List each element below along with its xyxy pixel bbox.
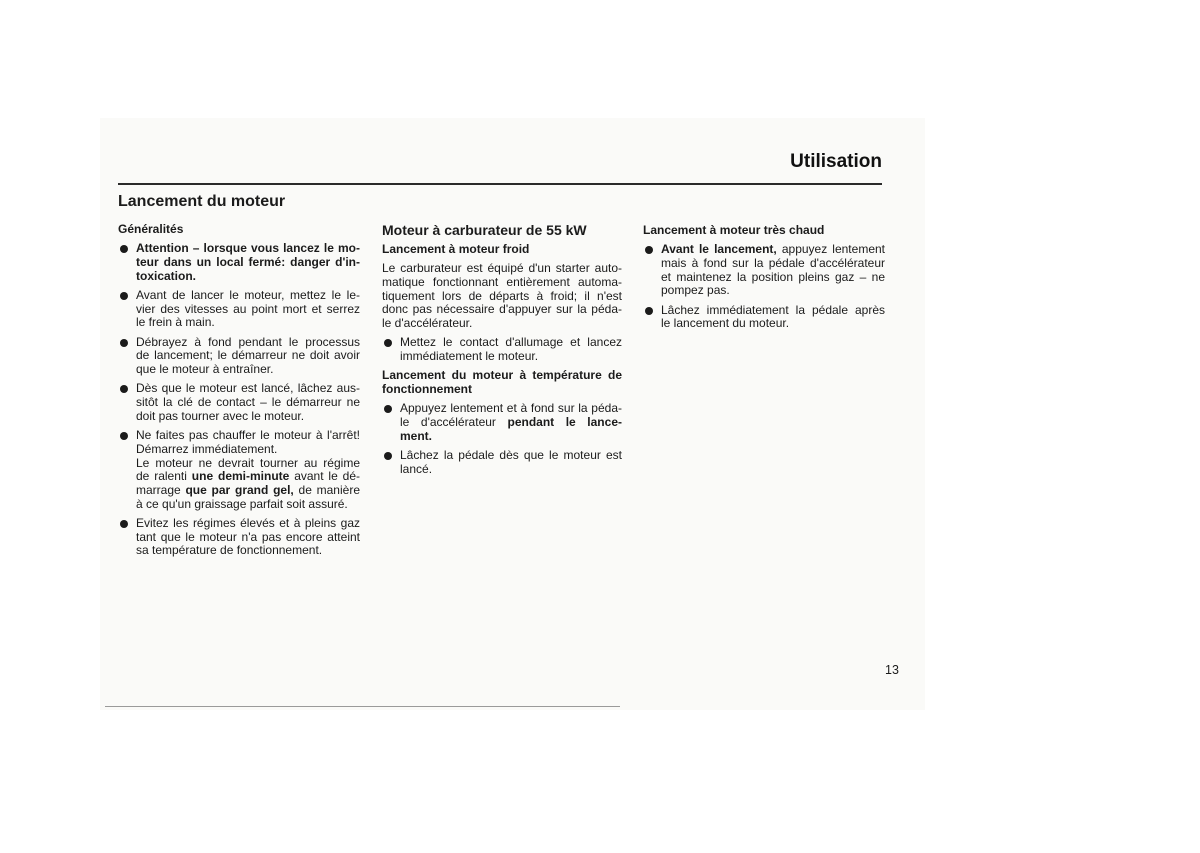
text-paragraph [118,192,360,212]
subheading [382,243,622,257]
block-text [136,429,360,511]
text-run: le lancement du moteur. [661,317,790,331]
bold-text-run: teur dans un local fermé: danger d'in- [136,256,360,269]
bullet-item [118,242,360,283]
text-line [136,457,360,471]
bullet-item [118,289,360,330]
block-text [400,402,622,443]
text-paragraph [136,382,360,423]
text-paragraph [382,369,622,396]
bullet-item [382,402,622,443]
text-line [382,276,622,290]
text-paragraph [136,429,360,456]
text-line [661,243,885,257]
text-run: de ralenti [136,470,192,484]
text-run: Moteur à carburateur de 55 kW [382,222,587,238]
text-line [136,544,360,558]
text-run: le d'accélérateur [400,416,508,430]
text-line [136,382,360,396]
text-paragraph [382,262,622,331]
block-text [382,369,622,396]
bullet-item [382,449,622,476]
block-text [661,304,885,331]
bold-text-run: Avant le lancement, [661,243,777,257]
bullet-item [118,336,360,377]
text-line [643,224,885,238]
text-run: pompez pas. [661,284,730,298]
block-text [136,336,360,377]
text-line [400,350,622,364]
bullet-icon [384,339,392,347]
text-line [136,303,360,317]
text-line [400,336,622,350]
text-run: lancé. [400,462,433,476]
bullet-icon [120,520,128,528]
text-run: tiquement lors de départs à froid; il n'est [382,289,622,303]
bullet-icon [120,245,128,253]
text-run: Le moteur ne devrait tourner au régime [136,456,360,470]
text-paragraph [118,223,360,237]
subheading [118,223,360,237]
text-run: Avant de lancer le moteur, mettez le le- [136,289,360,302]
text-paragraph [400,336,622,363]
text-run: Généralités [118,223,184,236]
text-run: sa température de fonctionnement. [136,544,323,558]
bold-text-run: que par grand gel, [185,483,294,497]
bullet-item [382,336,622,363]
text-line [382,369,622,383]
text-run: fonctionnement [382,383,472,397]
bullet-icon [384,452,392,460]
block-text [136,242,360,283]
text-run: le d'accélérateur. [382,317,473,331]
bold-text-run: ment. [400,429,433,443]
text-line [382,221,622,239]
text-run: et maintenez la position pleins gaz – ne [661,270,885,284]
text-line [400,463,622,477]
text-line [136,443,360,457]
block-text [136,382,360,423]
text-run: immédiatement le moteur. [400,350,539,364]
text-paragraph [643,224,885,238]
text-run: sitôt la clé de contact – le démarreur ne [136,396,360,410]
text-run: Le carburateur est équipé d'un starter auto- [382,262,622,276]
block-text [118,223,360,237]
subheading [382,369,622,396]
subheading [643,224,885,238]
footer-rule [105,706,620,707]
section-title: Utilisation [790,151,882,172]
paragraph [382,262,622,331]
text-line [400,430,622,444]
bullet-item [643,304,885,331]
text-line [400,402,622,416]
text-run: vier des vitesses au point mort et serrez [136,302,360,316]
block-text [661,243,885,298]
text-line [136,316,360,330]
text-run: marrage [136,483,186,497]
bold-text-run: pendant le lance- [507,416,622,430]
text-paragraph [382,243,622,257]
bullet-item [643,243,885,298]
text-paragraph [136,336,360,377]
text-line [661,284,885,298]
text-run: Lancement du moteur à température de [382,369,622,383]
bullet-icon [384,405,392,413]
text-paragraph [136,242,360,283]
text-run: Lâchez la pédale dès que le moteur est [400,449,622,463]
bold-text-run: une demi-minute [191,470,290,484]
text-paragraph [136,517,360,558]
text-run: Débrayez à fond pendant le processus [136,335,360,349]
text-line [136,270,360,284]
text-run: Démarrez immédiatement. [136,442,278,456]
text-line [136,410,360,424]
bullet-icon [120,292,128,300]
text-run: mais à fond sur la pédale d'accélérateur [661,257,885,270]
bullet-item [118,517,360,558]
text-line [661,317,885,331]
bullet-icon [645,307,653,315]
text-run: appuyez lentement [776,243,885,257]
text-run: donc pas nécessaire d'appuyer sur la péda- [382,303,622,317]
bullet-icon [645,246,653,254]
text-line [136,336,360,350]
text-paragraph [661,304,885,331]
text-paragraph [400,449,622,476]
text-line [400,416,622,430]
text-run: Lâchez immédiatement la pédale après [661,303,885,317]
text-paragraph [661,243,885,298]
text-run: doit pas tourner avec le moteur. [136,409,305,423]
text-line [382,383,622,397]
text-line [136,429,360,443]
block-text [136,289,360,330]
page-number: 13 [885,663,899,677]
text-line [118,223,360,237]
text-line [136,242,360,256]
text-run: avant le dé- [289,470,360,484]
bullet-icon [120,339,128,347]
text-line [661,304,885,318]
text-line [661,257,885,271]
block-text [118,192,360,212]
bullet-icon [120,432,128,440]
text-paragraph [400,402,622,443]
text-line [136,470,360,484]
text-run: Lancement à moteur froid [382,243,530,256]
text-line [661,271,885,285]
section-heading [118,192,360,212]
text-line [382,290,622,304]
text-line [136,396,360,410]
text-run: matique fonctionnant entièrement automa- [382,276,622,289]
text-line [382,262,622,276]
text-line [136,363,360,377]
text-run: Dès que le moteur est lancé, lâchez aus- [136,382,360,396]
text-run: à ce qu'un graissage parfait soit assuré. [136,497,348,511]
text-run: de manière [293,483,360,497]
text-line [382,303,622,317]
block-text [136,517,360,558]
text-run: Evitez les régimes élevés et à pleins gaz [136,516,360,530]
text-line [118,192,360,212]
text-run: Lancement à moteur très chaud [643,224,825,237]
text-line [136,484,360,498]
subheading [382,221,622,239]
bullet-icon [120,385,128,393]
text-run: tant que le moteur n'a pas encore atteint [136,530,360,544]
text-paragraph [382,221,622,239]
text-run: le frein à main. [136,316,215,330]
block-text [643,224,885,238]
column-left [118,192,360,558]
block-text [400,336,622,363]
text-line [136,256,360,270]
bold-text-run: toxication. [136,269,197,283]
header-rule [118,183,882,185]
text-line [400,449,622,463]
text-line [136,289,360,303]
text-run: Ne faites pas chauffer le moteur à l'arrêt! [136,429,360,443]
text-line [136,531,360,545]
text-run: de lancement; le démarreur ne doit avoir [136,349,360,363]
bold-text-run: Attention – lorsque vous lancez le mo- [136,242,360,256]
text-run: Appuyez lentement et à fond sur la péda- [400,402,622,416]
text-line [136,498,360,512]
text-paragraph [136,289,360,330]
block-text [382,262,622,331]
bullet-item [118,429,360,511]
block-text [382,243,622,257]
text-line [136,349,360,363]
bullet-item [118,382,360,423]
column-middle [382,221,622,477]
text-line [382,243,622,257]
column-right [643,224,885,331]
text-paragraph [136,457,360,512]
text-line [382,317,622,331]
text-run: Lancement du moteur [118,193,286,210]
text-run: que le moteur à entraîner. [136,363,274,377]
text-run: Mettez le contact d'allumage et lancez [400,336,622,350]
block-text [400,449,622,476]
text-line [136,517,360,531]
block-text [382,221,622,239]
